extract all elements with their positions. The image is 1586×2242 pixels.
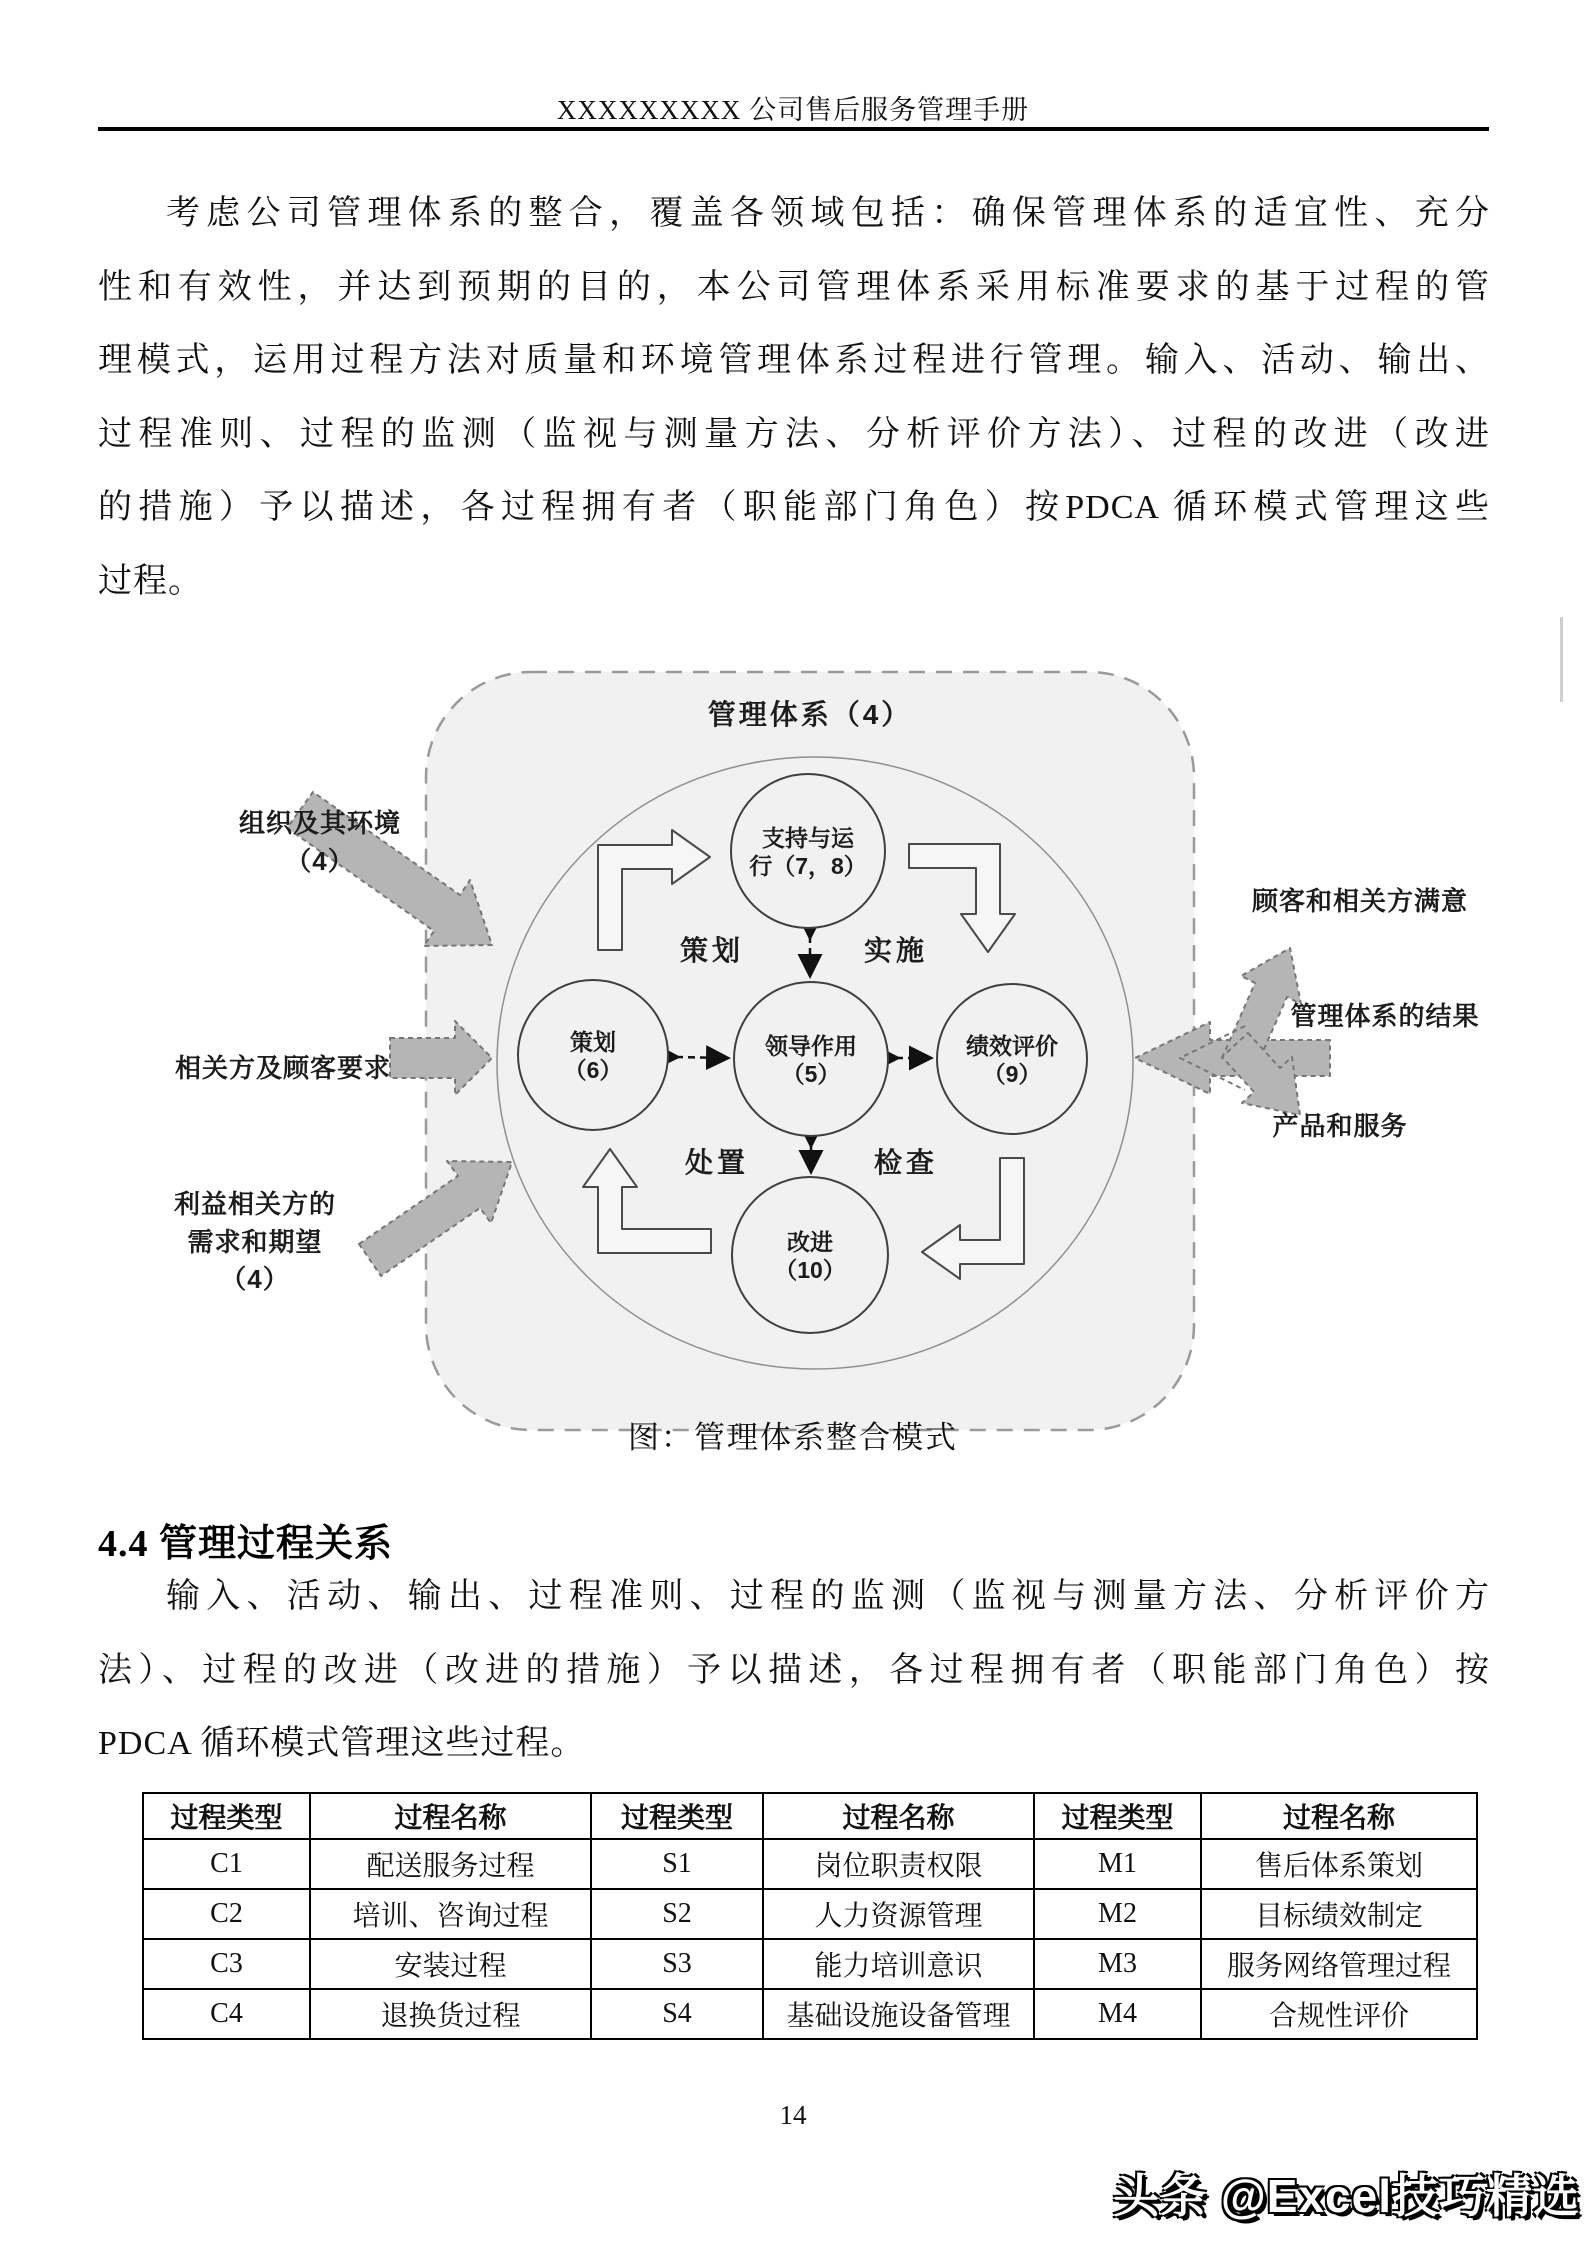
table-cell: 售后体系策划 [1201,1839,1477,1889]
phase-check-label: 检查 [873,1147,939,1178]
col-header: 过程类型 [143,1793,310,1839]
table-cell: S3 [591,1939,763,1989]
table-cell: S1 [591,1839,763,1889]
page-number: 14 [779,2100,807,2130]
table-cell: M1 [1034,1839,1201,1889]
paragraph-1 [98,177,1490,618]
figure-caption: 图：管理体系整合模式 [628,1420,958,1455]
paragraph-line: 的措施）予以描述，各过程拥有者（职能部门角色）按PDCA 循环模式管理这些 [98,489,1490,526]
evaluation-node-label-1: 绩效评价 [966,1033,1058,1059]
watermark: 头条 @Excel技巧精选 [1113,2170,1580,2222]
satisfaction-label: 顾客和相关方满意 [1251,886,1469,916]
paragraph-line: 过程。 [98,562,203,600]
col-header: 过程类型 [1034,1793,1201,1839]
table-row [143,1889,1477,1939]
system-title: 管理体系（4） [707,699,913,730]
scan-edge-artifact [1560,617,1563,702]
environment-label-1: 组织及其环境 [238,808,402,838]
table-cell: 能力培训意识 [763,1939,1034,1989]
products-label: 产品和服务 [1272,1111,1408,1141]
table-cell: C2 [143,1889,310,1939]
table-cell: 配送服务过程 [310,1839,591,1889]
phase-do-label: 实施 [863,935,929,966]
table-cell: 安装过程 [310,1939,591,1989]
table-cell: 培训、咨询过程 [310,1889,591,1939]
table-cell: 基础设施设备管理 [763,1989,1034,2039]
phase-act-label: 处置 [684,1147,750,1178]
section-heading: 4.4 管理过程关系 [98,1523,394,1565]
table-cell: C1 [143,1839,310,1889]
table-cell: C3 [143,1939,310,1989]
paragraph-line: PDCA 循环模式管理这些过程。 [98,1725,586,1762]
col-header: 过程名称 [310,1793,591,1839]
phase-plan-label: 策划 [679,935,745,966]
leadership-node-label-2: （5） [781,1061,841,1087]
evaluation-node [937,984,1087,1134]
table-cell: 目标绩效制定 [1201,1889,1477,1939]
table-row [143,1839,1477,1889]
paragraph-line: 法）、过程的改进（改进的措施）予以描述，各过程拥有者（职能部门角色）按 [98,1651,1490,1689]
table-cell: S4 [591,1989,763,2039]
paragraph-line: 性和有效性，并达到预期的目的，本公司管理体系采用标准要求的基于过程的管 [98,268,1490,306]
table-cell: M4 [1034,1989,1201,2039]
stakeholder-label-3: （4） [220,1264,290,1294]
table-header-row [143,1793,1477,1839]
col-header: 过程名称 [763,1793,1034,1839]
evaluation-node-label-2: （9） [982,1061,1042,1087]
paragraph-line: 考虑公司管理体系的整合，覆盖各领域包括：确保管理体系的适宜性、充分 [166,195,1490,232]
table-cell: S2 [591,1889,763,1939]
planning-node-label-1: 策划 [570,1029,616,1055]
paragraph-line: 输入、活动、输出、过程准则、过程的监测（监视与测量方法、分析评价方 [166,1578,1490,1615]
table-cell: M2 [1034,1889,1201,1939]
improvement-node [732,1177,888,1333]
leadership-node-label-1: 领导作用 [765,1033,857,1059]
support-node-label-1: 支持与运 [762,825,854,851]
stakeholder-label-2: 需求和期望 [187,1227,323,1257]
leadership-node [734,982,888,1136]
requirements-label: 相关方及顾客要求 [174,1053,392,1083]
table-row [143,1989,1477,2039]
col-header: 过程名称 [1201,1793,1477,1839]
paragraph-line: 理模式，运用过程方法对质量和环境管理体系过程进行管理。输入、活动、输出、 [98,342,1490,379]
table-cell: 合规性评价 [1201,1989,1477,2039]
page-header-title: XXXXXXXXX 公司售后服务管理手册 [556,95,1030,125]
table-cell: 岗位职责权限 [763,1839,1034,1889]
improvement-node-label-2: （10） [774,1257,846,1283]
results-label: 管理体系的结果 [1290,1001,1480,1031]
planning-node [518,980,668,1130]
paragraph-line: 过程准则、过程的监测（监视与测量方法、分析评价方法）、过程的改进（改进 [98,415,1490,453]
improvement-node-label-1: 改进 [787,1229,833,1255]
table-cell: M3 [1034,1939,1201,1989]
support-operation-node [731,774,885,928]
management-system-diagram [0,660,1586,1460]
table-row [143,1939,1477,1989]
environment-label-2: （4） [285,846,355,876]
planning-node-label-2: （6） [563,1057,623,1083]
stakeholder-label-1: 利益相关方的 [173,1189,337,1219]
process-table [142,1792,1478,2040]
table-cell: 服务网络管理过程 [1201,1939,1477,1989]
header-rule [98,127,1489,131]
table-cell: C4 [143,1989,310,2039]
col-header: 过程类型 [591,1793,763,1839]
table-cell: 人力资源管理 [763,1889,1034,1939]
paragraph-2 [98,1560,1490,1781]
table-cell: 退换货过程 [310,1989,591,2039]
support-node-label-2: 行（7，8） [749,853,867,879]
